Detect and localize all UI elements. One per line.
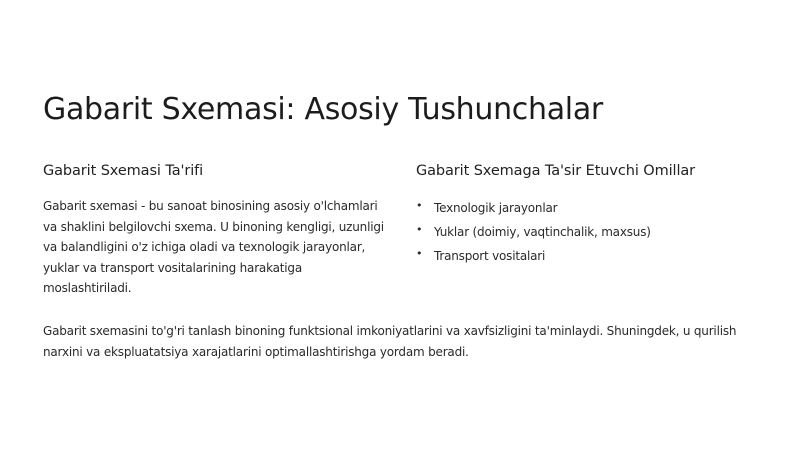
factors-section [416,163,761,268]
bullet-icon: • [416,247,423,260]
list-item [416,196,761,220]
definition-text: Gabarit sxemasi - bu sanoat binosining asosiy o'lchamlari va shaklini belgilovchi sxema. U binoning kengligi, uzunligi va balandligini o'z ichiga oladi va texnologik jarayonlar, yuklar va transport vositalarining harakatiga moslashtiriladi. [43,199,384,295]
summary-text: Gabarit sxemasini to'g'ri tanlash binoning funktsional imkoniyatlarini va xavfsizligini ta'minlaydi. Shuningdek, u qurilish narxini va ekspluatatsiya xarajatlarini optimallashtirishga yordam beradi. [43,324,737,359]
bullet-icon: • [416,199,423,212]
list-item [416,244,761,268]
bullet-icon: • [416,223,423,236]
factors-list [416,196,761,268]
definition-section [43,163,388,299]
definition-heading: Gabarit Sxemasi Ta'rifi [43,163,204,179]
list-item-label: Texnologik jarayonlar [434,201,558,215]
factors-heading: Gabarit Sxemaga Ta'sir Etuvchi Omillar [416,163,696,179]
list-item [416,220,761,244]
page-title: Gabarit Sxemasi: Asosiy Tushunchalar [43,92,603,127]
list-item-label: Yuklar (doimiy, vaqtinchalik, maxsus) [434,225,651,239]
list-item-label: Transport vositalari [434,249,546,263]
